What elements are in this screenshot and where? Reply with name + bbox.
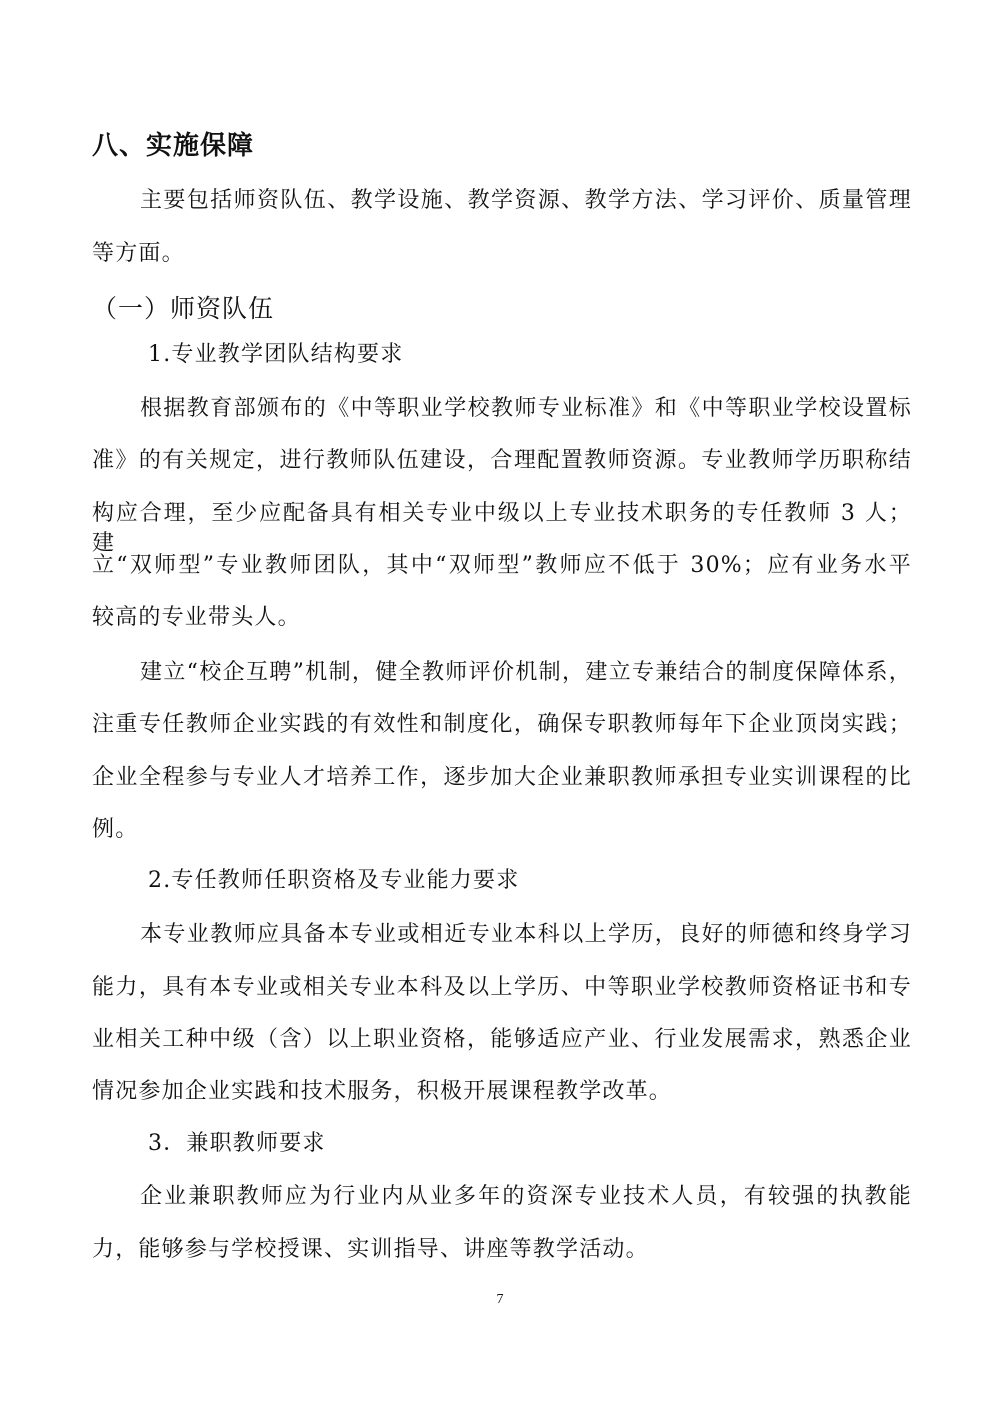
intro-line-2: 等方面。 bbox=[92, 241, 185, 266]
sub2-para-line-2: 能力，具有本专业或相关专业本科及以上学历、中等职业学校教师资格证书和专 bbox=[92, 975, 912, 1000]
sub1-para1-line-4: 立“双师型”专业教师团队，其中“双师型”教师应不低于 30%；应有业务水平 bbox=[92, 553, 912, 578]
sub1-para2-line-4: 例。 bbox=[92, 817, 139, 842]
sub1-title: 1.专业教学团队结构要求 bbox=[148, 342, 404, 367]
sub1-para1-line-3: 构应合理，至少应配备具有相关专业中级以上专业技术职务的专任教师 3 人；建 bbox=[92, 501, 912, 556]
sub1-para1-line-1: 根据教育部颁布的《中等职业学校教师专业标准》和《中等职业学校设置标 bbox=[140, 396, 912, 421]
section-heading: 八、实施保障 bbox=[92, 131, 255, 161]
intro-line-1: 主要包括师资队伍、教学设施、教学资源、教学方法、学习评价、质量管理 bbox=[140, 188, 912, 213]
sub1-para2-line-2: 注重专任教师企业实践的有效性和制度化，确保专职教师每年下企业顶岗实践； bbox=[92, 712, 912, 737]
sub1-para2-line-3: 企业全程参与专业人才培养工作，逐步加大企业兼职教师承担专业实训课程的比 bbox=[92, 765, 912, 790]
sub2-para-line-1: 本专业教师应具备本专业或相近专业本科以上学历，良好的师德和终身学习 bbox=[140, 922, 912, 947]
sub3-title: 3．兼职教师要求 bbox=[148, 1131, 326, 1156]
page-number: 7 bbox=[496, 1292, 504, 1307]
sub2-title: 2.专任教师任职资格及专业能力要求 bbox=[148, 868, 520, 893]
sub1-para2-line-1: 建立“校企互聘”机制，健全教师评价机制，建立专兼结合的制度保障体系， bbox=[140, 660, 912, 685]
subsection-title: （一）师资队伍 bbox=[92, 294, 275, 323]
sub3-para-line-1: 企业兼职教师应为行业内从业多年的资深专业技术人员，有较强的执教能 bbox=[140, 1184, 912, 1209]
sub3-para-line-2: 力，能够参与学校授课、实训指导、讲座等教学活动。 bbox=[92, 1237, 649, 1262]
sub2-para-line-3: 业相关工种中级（含）以上职业资格，能够适应产业、行业发展需求，熟悉企业 bbox=[92, 1027, 912, 1052]
sub1-para1-line-5: 较高的专业带头人。 bbox=[92, 605, 301, 630]
sub2-para-line-4: 情况参加企业实践和技术服务，积极开展课程教学改革。 bbox=[92, 1079, 673, 1104]
sub1-para1-line-2: 准》的有关规定，进行教师队伍建设，合理配置教师资源。专业教师学历职称结 bbox=[92, 448, 912, 473]
